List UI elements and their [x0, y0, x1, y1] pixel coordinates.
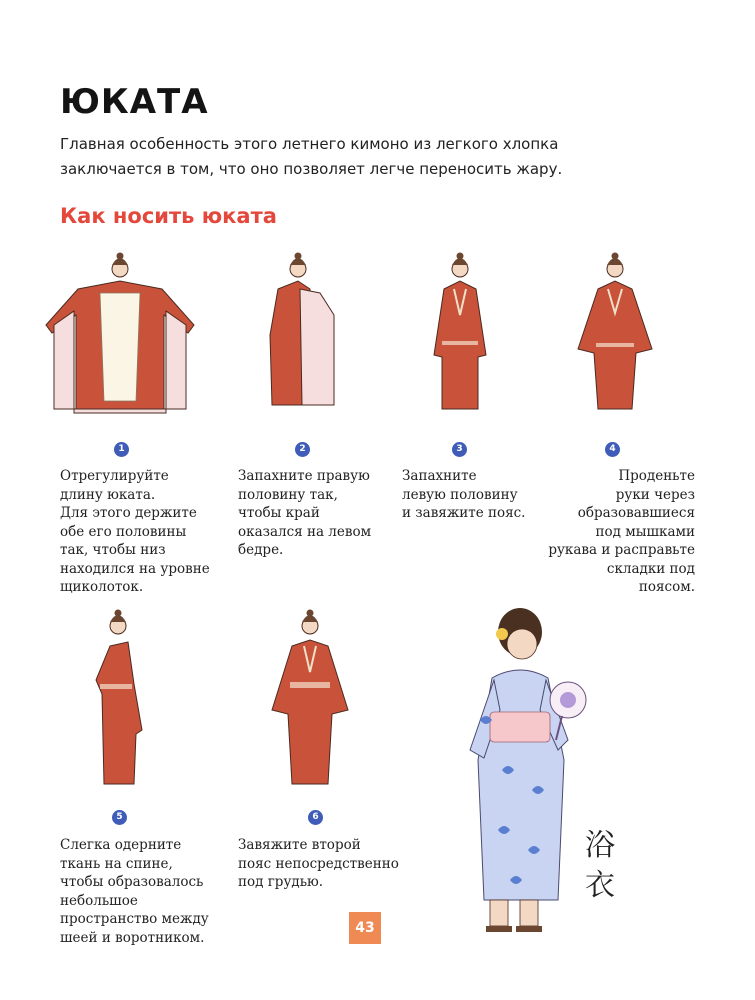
step-4-illustration: [570, 245, 660, 430]
step-1-text: Отрегулируйте длину юката. Для этого держите обе его половины так, чтобы низ находился на уровне щиколоток.: [60, 468, 210, 595]
step-2-text: Запахните правую половину так, чтобы край оказался на левом бедре.: [238, 468, 372, 558]
step-number-badge: 5: [112, 810, 127, 825]
step-5-illustration: [80, 600, 160, 800]
kanji-label: 浴衣: [585, 828, 615, 903]
step-3-text: Запахните левую половину и завяжите пояс.: [402, 468, 526, 521]
step-number-badge: 6: [308, 810, 323, 825]
page-title: ЮКАТА: [60, 82, 209, 122]
step-6-illustration: [268, 600, 353, 800]
step-1-illustration: [40, 245, 200, 430]
intro-paragraph: Главная особенность этого летнего кимоно из легкого хлопка заключается в том, что оно позволяет легче переносить жару.: [60, 135, 563, 178]
step-4-text: Проденьте руки через образовавшиеся под мышками рукава и расправьте складки под поясом.: [548, 468, 695, 595]
woman-yukata-illustration: [440, 600, 590, 940]
step-number-badge: 3: [452, 442, 467, 457]
step-3-illustration: [420, 245, 500, 430]
step-2-illustration: [258, 245, 343, 430]
step-number-badge: 4: [605, 442, 620, 457]
step-5-text: Слегка одерните ткань на спине, чтобы образовалось небольшое пространство между шеей и воротником.: [60, 837, 209, 946]
page-number-badge: 43: [349, 912, 381, 944]
section-title: Как носить юката: [60, 204, 277, 228]
step-number-badge: 1: [114, 442, 129, 457]
step-6-text: Завяжите второй пояс непосредственно под грудью.: [238, 837, 399, 890]
step-number-badge: 2: [295, 442, 310, 457]
